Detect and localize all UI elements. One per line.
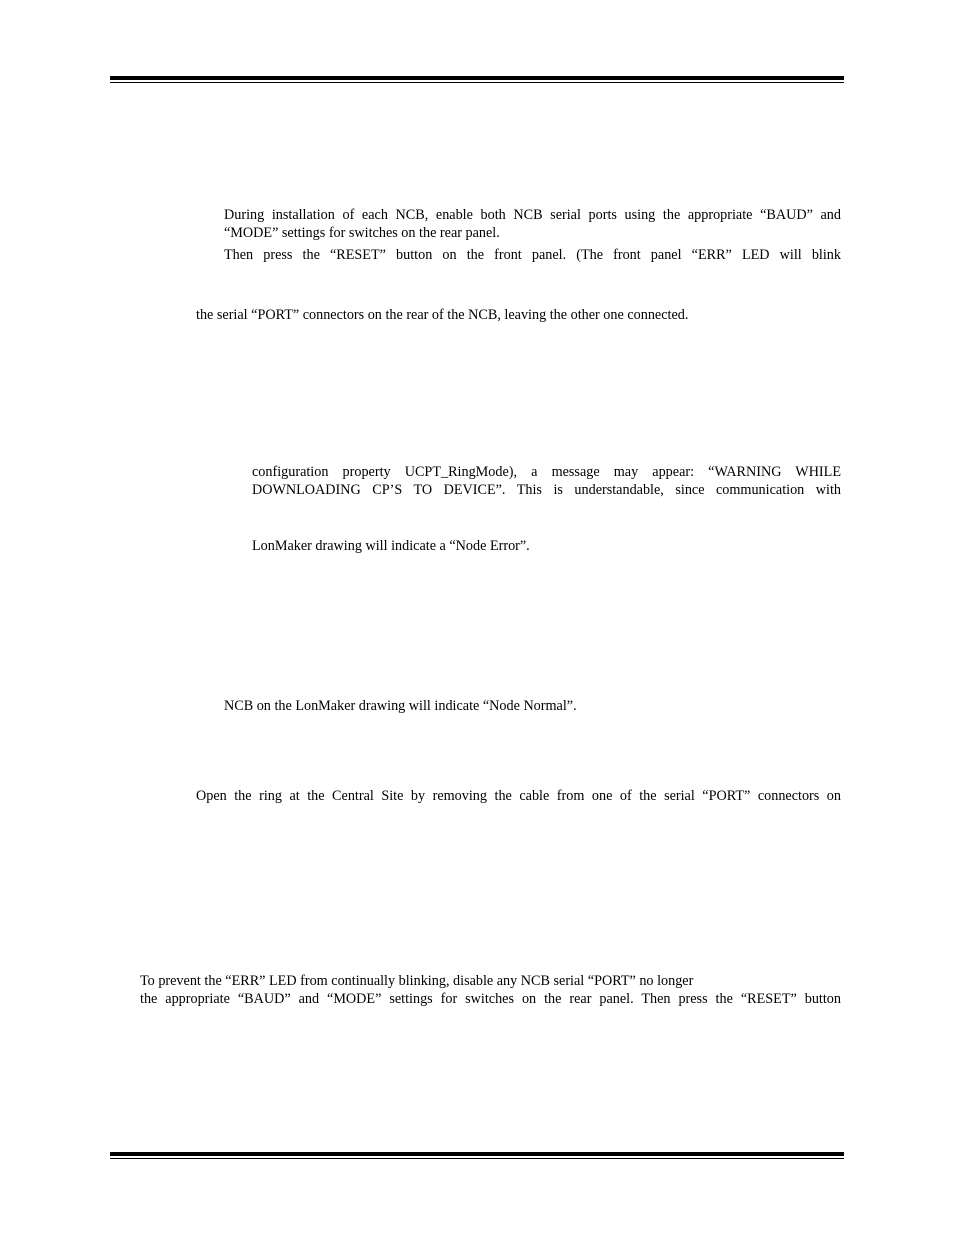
text-line: configuration property UCPT_RingMode), a message may appear: “WARNING WHILE [252,464,841,480]
header-rule [110,76,844,83]
text-line: the appropriate “BAUD” and “MODE” settings for switches on the rear panel. Then press the “RESET” button [140,991,841,1007]
text-line: During installation of each NCB, enable both NCB serial ports using the appropriate “BAUD” and [224,207,841,223]
text-line: the serial “PORT” connectors on the rear of the NCB, leaving the other one connected. [196,307,689,323]
footer-rule [110,1152,844,1159]
text-line: To prevent the “ERR” LED from continually blinking, disable any NCB serial “PORT” no longer [140,973,694,989]
text-line: Open the ring at the Central Site by removing the cable from one of the serial “PORT” connectors on [196,788,841,804]
text-line: Then press the “RESET” button on the front panel. (The front panel “ERR” LED will blink [224,247,841,263]
text-line: LonMaker drawing will indicate a “Node Error”. [252,538,530,554]
text-line: “MODE” settings for switches on the rear panel. [224,225,500,241]
text-line: DOWNLOADING CP’S TO DEVICE”. This is understandable, since communication with [252,482,841,498]
text-line: NCB on the LonMaker drawing will indicate “Node Normal”. [224,698,577,714]
